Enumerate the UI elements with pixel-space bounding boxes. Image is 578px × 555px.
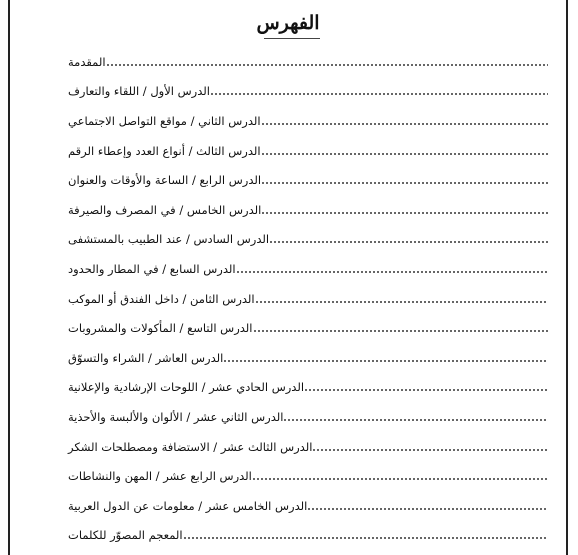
toc-entry-label: الدرس الرابع / الساعة والأوقات والعنوان xyxy=(68,173,262,188)
toc-entry-label: الدرس العاشر / الشراء والتسوّق xyxy=(68,350,224,365)
title-underline xyxy=(264,38,320,39)
toc-entry xyxy=(66,432,548,462)
toc-entry-label: الدرس الأول / اللقاء والتعارف xyxy=(68,84,210,99)
toc-entry-label: الدرس السادس / عند الطبيب بالمستشفى xyxy=(68,232,270,247)
toc-entry-label: الدرس السابع / في المطار والحدود xyxy=(68,261,236,276)
toc-list xyxy=(66,47,548,550)
dot-leader xyxy=(252,473,548,485)
dot-leader xyxy=(261,207,548,219)
dot-leader xyxy=(269,236,548,248)
toc-entry-label: الدرس التاسع / المأكولات والمشروبات xyxy=(68,321,253,336)
dot-leader xyxy=(236,266,548,278)
dot-leader xyxy=(283,414,548,426)
toc-entry-label: الدرس الحادي عشر / اللوحات الإرشادية والإعلانية xyxy=(68,380,305,395)
toc-entry-label: الدرس الرابع عشر / المهن والنشاطات xyxy=(68,469,252,484)
dot-leader xyxy=(210,88,548,100)
dot-leader xyxy=(261,177,548,189)
toc-entry xyxy=(66,284,548,314)
toc-entry xyxy=(66,165,548,195)
toc-entry xyxy=(66,313,548,343)
toc-entry-label: المعجم المصوّر للكلمات xyxy=(68,528,183,543)
toc-entry-label: المقدمة xyxy=(68,54,106,69)
toc-entry-label: الدرس الخامس عشر / معلومات عن الدول العربية xyxy=(68,498,308,513)
toc-entry-label: الدرس الثالث عشر / الاستضافة ومصطلحات الشكر xyxy=(68,439,313,454)
dot-leader xyxy=(307,503,548,515)
toc-entry-label: الدرس الثاني عشر / الألوان والألبسة والأحذية xyxy=(68,409,284,424)
toc-entry-label: الدرس الثاني / مواقع التواصل الاجتماعي xyxy=(68,113,261,128)
dot-leader xyxy=(312,444,548,456)
dot-leader xyxy=(223,355,548,367)
dot-leader xyxy=(183,532,548,544)
dot-leader xyxy=(261,148,548,160)
toc-entry-label: الدرس الثالث / أنواع العدد وإعطاء الرقم xyxy=(68,143,261,158)
dot-leader xyxy=(253,325,549,337)
toc-entry xyxy=(66,77,548,107)
toc-title: الفهرس xyxy=(256,12,320,34)
dot-leader xyxy=(255,296,548,308)
toc-entry xyxy=(66,106,548,136)
toc-entry-label: الدرس الثامن / داخل الفندق أو الموكب xyxy=(68,291,255,306)
toc-entry-label: الدرس الخامس / في المصرف والصيرفة xyxy=(68,202,262,217)
toc-entry xyxy=(66,461,548,491)
toc-entry xyxy=(66,373,548,403)
dot-leader xyxy=(304,384,548,396)
toc-entry xyxy=(66,521,548,551)
dot-leader xyxy=(261,118,548,130)
toc-entry xyxy=(66,195,548,225)
toc-entry xyxy=(66,343,548,373)
document-page xyxy=(8,0,568,555)
toc-entry xyxy=(66,47,548,77)
toc-entry xyxy=(66,491,548,521)
dot-leader xyxy=(106,59,548,71)
toc-entry xyxy=(66,402,548,432)
toc-entry xyxy=(66,136,548,166)
toc-entry xyxy=(66,254,548,284)
toc-entry xyxy=(66,225,548,255)
